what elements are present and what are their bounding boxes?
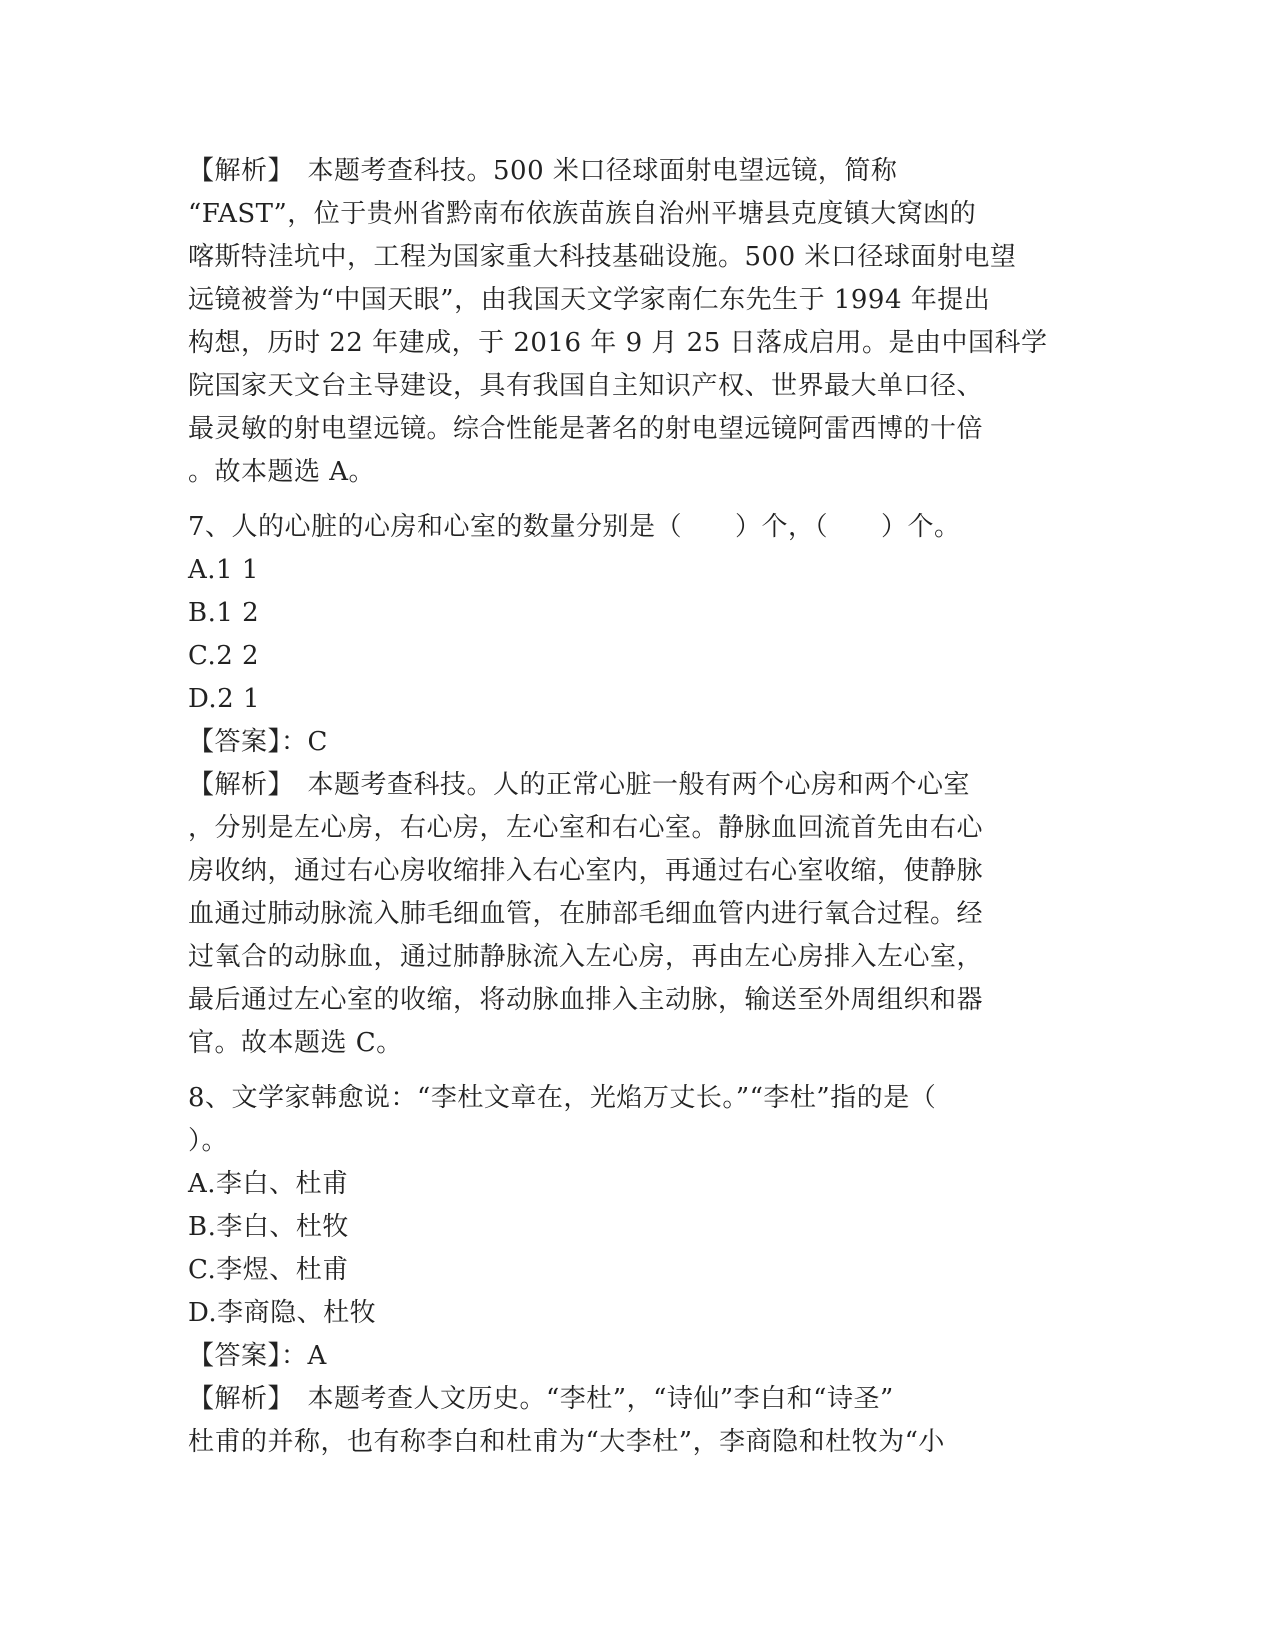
question-stem: 7、人的心脏的心房和心室的数量分别是（ ）个，（ ）个。 [188,512,961,542]
analysis-line: 【解析】 本题考查科技。500 米口径球面射电望远镜，简称 [188,156,898,186]
analysis-line: 最灵敏的射电望远镜。综合性能是著名的射电望远镜阿雷西博的十倍 [188,414,984,444]
analysis-line: 【解析】 本题考查人文历史。“李杜”，“诗仙”李白和“诗圣” [188,1384,894,1414]
analysis-line: 血通过肺动脉流入肺毛细血管，在肺部毛细血管内进行氧合过程。经 [188,899,984,929]
option-d: D.李商隐、杜牧 [188,1298,377,1328]
analysis-line: 远镜被誉为“中国天眼”，由我国天文学家南仁东先生于 1994 年提出 [188,285,991,315]
option-c: C.李煜、杜甫 [188,1255,349,1285]
analysis-line: 【解析】 本题考查科技。人的正常心脏一般有两个心房和两个心室 [188,770,971,800]
option-a: A.1 1 [188,555,259,585]
option-b: B.李白、杜牧 [188,1212,349,1242]
analysis-line: 杜甫的并称，也有称李白和杜甫为“大李杜”，李商隐和杜牧为“小 [188,1427,945,1457]
analysis-line: 房收纳，通过右心房收缩排入右心室内，再通过右心室收缩，使静脉 [188,856,984,886]
question-7 [188,506,1078,1065]
analysis-line: 院国家天文台主导建设，具有我国自主知识产权、世界最大单口径、 [188,371,984,401]
option-b: B.1 2 [188,598,260,628]
analysis-line: 喀斯特洼坑中，工程为国家重大科技基础设施。500 米口径球面射电望 [188,242,1017,272]
analysis-line: “FAST”，位于贵州省黔南布依族苗族自治州平塘县克度镇大窝凼的 [188,199,977,229]
analysis-q6 [188,150,1078,494]
analysis-line: ，分别是左心房，右心房，左心室和右心室。静脉血回流首先由右心 [188,813,984,843]
analysis-line: 官。故本题选 C。 [188,1028,403,1058]
answer-line: 【答案】：A [188,1341,327,1371]
analysis-line: 过氧合的动脉血，通过肺静脉流入左心房，再由左心房排入左心室， [188,942,984,972]
question-stem-continued: ）。 [188,1126,229,1156]
answer-line: 【答案】：C [188,727,328,757]
question-8 [188,1077,1078,1464]
document-page [188,150,1078,1464]
analysis-line: 构想，历时 22 年建成，于 2016 年 9 月 25 日落成启用。是由中国科学 [188,328,1048,358]
spacer [188,494,1078,506]
spacer [188,1065,1078,1077]
option-d: D.2 1 [188,684,261,714]
analysis-line: 最后通过左心室的收缩，将动脉血排入主动脉，输送至外周组织和器 [188,985,984,1015]
option-c: C.2 2 [188,641,260,671]
analysis-line: 。故本题选 A。 [188,457,376,487]
question-stem: 8、文学家韩愈说：“李杜文章在，光焰万丈长。”“李杜”指的是（ [188,1083,937,1113]
option-a: A.李白、杜甫 [188,1169,349,1199]
